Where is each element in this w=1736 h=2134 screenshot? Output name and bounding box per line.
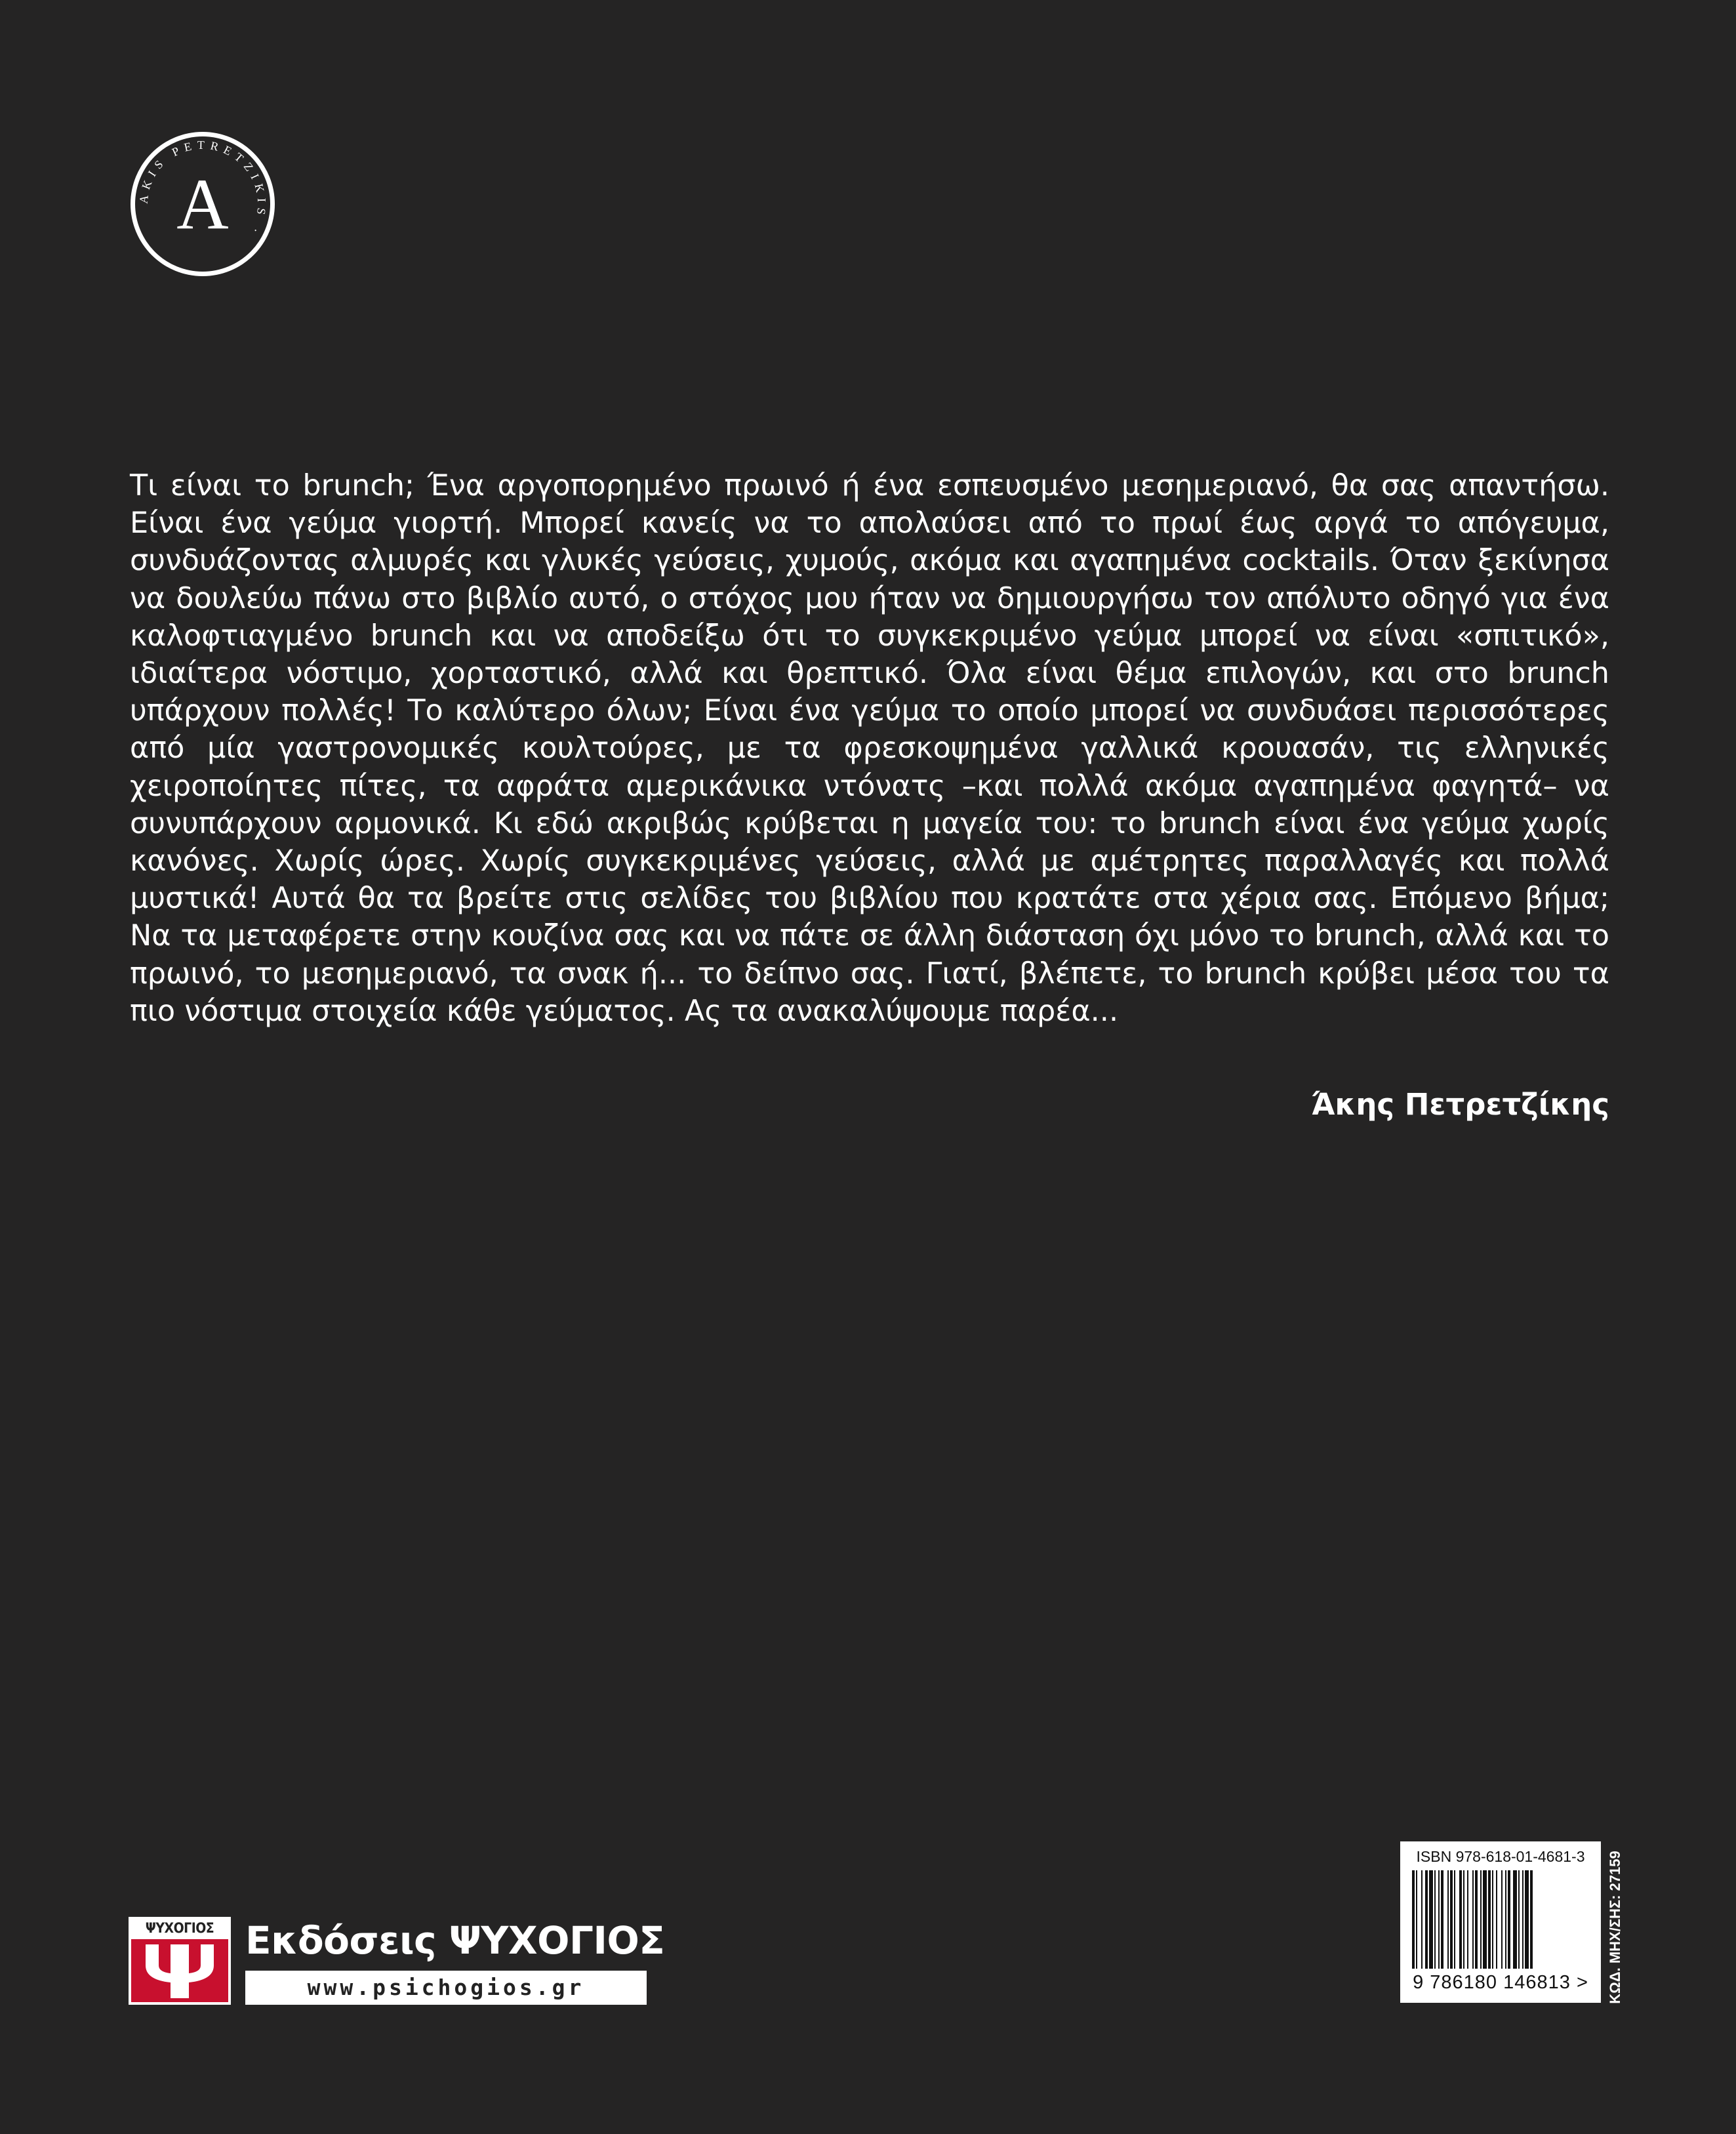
barcode-icon: [1411, 1870, 1590, 1969]
barcode-bar: [1425, 1870, 1428, 1969]
barcode-bar: [1488, 1870, 1491, 1969]
barcode-bar: [1467, 1870, 1468, 1969]
barcode-bar: [1434, 1870, 1436, 1969]
barcode-bar: [1496, 1870, 1497, 1969]
seal-ring-text: AKIS PETRETZIKIS ·: [136, 138, 269, 240]
barcode-bar: [1459, 1870, 1462, 1969]
publisher-block: [129, 1917, 665, 2007]
akis-seal-icon: [129, 130, 277, 278]
barcode-bar: [1501, 1870, 1503, 1969]
barcode-bar: [1463, 1870, 1464, 1969]
psi-icon: [131, 1939, 228, 2002]
barcode-bar: [1421, 1870, 1423, 1969]
product-code: ΚΩΔ. ΜΗΧ/ΣΗΣ: 27159: [1607, 1851, 1623, 2004]
barcode-bar: [1505, 1870, 1506, 1969]
barcode-bar: [1475, 1870, 1478, 1969]
publisher-logo-mark: [129, 1917, 231, 2005]
barcode-bar: [1483, 1870, 1487, 1969]
barcode-bar: [1522, 1870, 1524, 1969]
isbn-barcode-box: [1400, 1841, 1601, 2003]
seal-monogram: A: [176, 164, 229, 244]
barcode-bar: [1513, 1870, 1517, 1969]
barcode-bar: [1450, 1870, 1453, 1969]
publisher-name: Εκδόσεις ΨΥΧΟΓΙΟΣ: [245, 1918, 665, 1963]
barcode-bar: [1412, 1870, 1415, 1969]
barcode-bar: [1454, 1870, 1455, 1969]
barcode-bar: [1429, 1870, 1433, 1969]
author-seal-logo: [129, 130, 277, 278]
barcode-bar: [1416, 1870, 1417, 1969]
author-signature: Άκης Πετρετζίκης: [1311, 1087, 1609, 1122]
barcode-bar: [1480, 1870, 1482, 1969]
barcode-digits: 9 786180 146813 >: [1413, 1972, 1588, 1993]
barcode-bar: [1508, 1870, 1510, 1969]
barcode-bar: [1525, 1870, 1529, 1969]
publisher-url-link[interactable]: www.psichogios.gr: [245, 1971, 647, 2005]
barcode-bar: [1472, 1870, 1474, 1969]
barcode-bar: [1530, 1870, 1533, 1969]
barcode-bar: [1518, 1870, 1520, 1969]
back-cover-blurb: Τι είναι το brunch; Ένα αργοπορημένο πρωινό ή ένα εσπευσμένο μεσημεριανό, θα σας απαντήσω. Είναι ένα γεύμα γιορτή. Μπορεί κανείς να το απολαύσει από το πρωί έως αργά το απόγευμα, συνδυάζοντας αλμυρές και γλυκές γεύσεις, χυμούς, ακόμα και αγαπημένα cocktails. Όταν ξεκίνησα να δουλεύω πάνω στο βιβλίο αυτό, ο στόχος μου ήταν να δημιουργήσω τον απόλυτο οδηγό για ένα καλοφτιαγμένο brunch και να αποδείξω ότι το συγκεκριμένο γεύμα μπορεί να είναι «σπιτικό», ιδιαίτερα νόστιμο, χορταστικό, αλλά και θρεπτικό. Όλα είναι θέμα επιλογών, και στο brunch υπάρχουν πολλές! Το καλύτερο όλων; Είναι ένα γεύμα το οποίο μπορεί να συνδυάσει περισσότερες από μία γαστρονομικές κουλτούρες, με τα φρεσκοψημένα γαλλικά κρουασάν, τις ελληνικές χειροποίητες πίτες, τα αφράτα αμερικάνικα ντόνατς –και πολλά ακόμα αγαπημένα φαγητά– να συνυπάρχουν αρμονικά. Κι εδώ ακριβώς κρύβεται η μαγεία του: το brunch είναι ένα γεύμα χωρίς κανόνες. Χωρίς ώρες. Χωρίς συγκεκριμένες γεύσεις, αλλά με αμέτρητες παραλλαγές και πολλά μυστικά! Αυτά θα τα βρείτε στις σελίδες του βιβλίου που κρατάτε στα χέρια σας. Επόμενο βήμα; Να τα μεταφέρετε στην κουζίνα σας και να πάτε σε άλλη διάσταση όχι μόνο το brunch, αλλά και το πρωινό, το μεσημεριανό, τα σνακ ή... το δείπνο σας. Γιατί, βλέπετε, το brunch κρύβει μέσα του τα πιο νόστιμα στοιχεία κάθε γεύματος. Ας τα ανακαλύψουμε παρέα...: [130, 469, 1609, 1028]
barcode-bar: [1492, 1870, 1493, 1969]
isbn-label: ISBN 978-618-01-4681-3: [1416, 1848, 1585, 1865]
barcode-bar: [1447, 1870, 1449, 1969]
publisher-mark-label: ΨΥΧΟΓΙΟΣ: [131, 1919, 228, 1937]
publisher-mark-field: [131, 1939, 228, 2002]
barcode-bar: [1438, 1870, 1440, 1969]
barcode-bar: [1441, 1870, 1443, 1969]
